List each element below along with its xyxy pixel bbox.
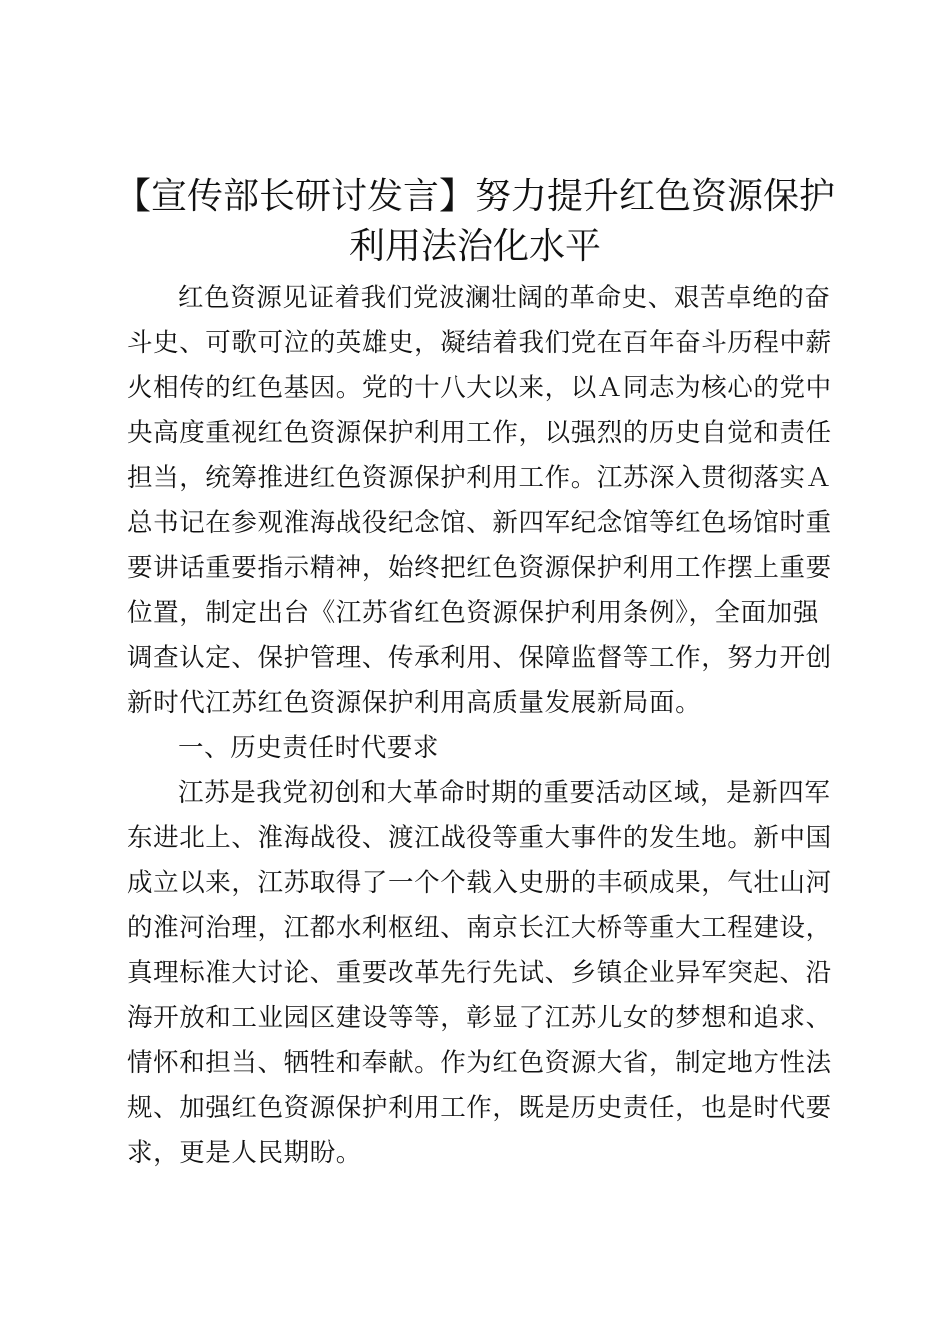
text-line: 调查认定、保护管理、传承利用、保障监督等工作，努力开创 [127, 643, 832, 673]
text-line: 真理标准大讨论、重要改革先行先试、乡镇企业异军突起、沿 [127, 958, 832, 988]
text-line: 海开放和工业园区建设等等，彰显了江苏儿女的梦想和追求、 [127, 1003, 832, 1033]
text-line: 央高度重视红色资源保护利用工作，以强烈的历史自觉和责任 [127, 418, 832, 448]
title-line-1: 【宣传部长研讨发言】努力提升红色资源保护 [114, 176, 835, 217]
section-heading [127, 726, 827, 771]
text-line: 新时代江苏红色资源保护利用高质量发展新局面。 [127, 688, 702, 718]
text-line: 求，更是人民期盼。 [127, 1138, 362, 1168]
text-line: 火相传的红色基因。党的十八大以来，以Ａ同志为核心的党中 [127, 373, 832, 403]
text-line: 红色资源见证着我们党波澜壮阔的革命史、艰苦卓绝的奋 [178, 283, 831, 313]
text-line: 规、加强红色资源保护利用工作，既是历史责任，也是时代要 [127, 1093, 832, 1123]
document-title [110, 172, 840, 272]
text-line: 斗史、可歌可泣的英雄史，凝结着我们党在百年奋斗历程中薪 [127, 328, 832, 358]
document-body [127, 276, 832, 1176]
text-line: 的淮河治理，江都水利枢纽、南京长江大桥等重大工程建设， [127, 913, 832, 943]
text-line: 情怀和担当、牺牲和奉献。作为红色资源大省，制定地方性法 [127, 1048, 832, 1078]
paragraph-section-1 [127, 771, 832, 1176]
section-heading-text: 一、历史责任时代要求 [178, 733, 440, 763]
text-line: 担当，统筹推进红色资源保护利用工作。江苏深入贯彻落实Ａ [127, 463, 832, 493]
text-line: 位置，制定出台《江苏省红色资源保护利用条例》，全面加强 [127, 598, 819, 628]
text-line: 成立以来，江苏取得了一个个载入史册的丰硕成果，气壮山河 [127, 868, 832, 898]
text-line: 要讲话重要指示精神，始终把红色资源保护利用工作摆上重要 [127, 553, 832, 583]
text-line: 江苏是我党初创和大革命时期的重要活动区域，是新四军 [178, 778, 831, 808]
paragraph-intro [127, 276, 832, 726]
text-line: 总书记在参观淮海战役纪念馆、新四军纪念馆等红色场馆时重 [127, 508, 832, 538]
text-line: 东进北上、淮海战役、渡江战役等重大事件的发生地。新中国 [127, 823, 832, 853]
title-line-2: 利用法治化水平 [348, 226, 601, 267]
